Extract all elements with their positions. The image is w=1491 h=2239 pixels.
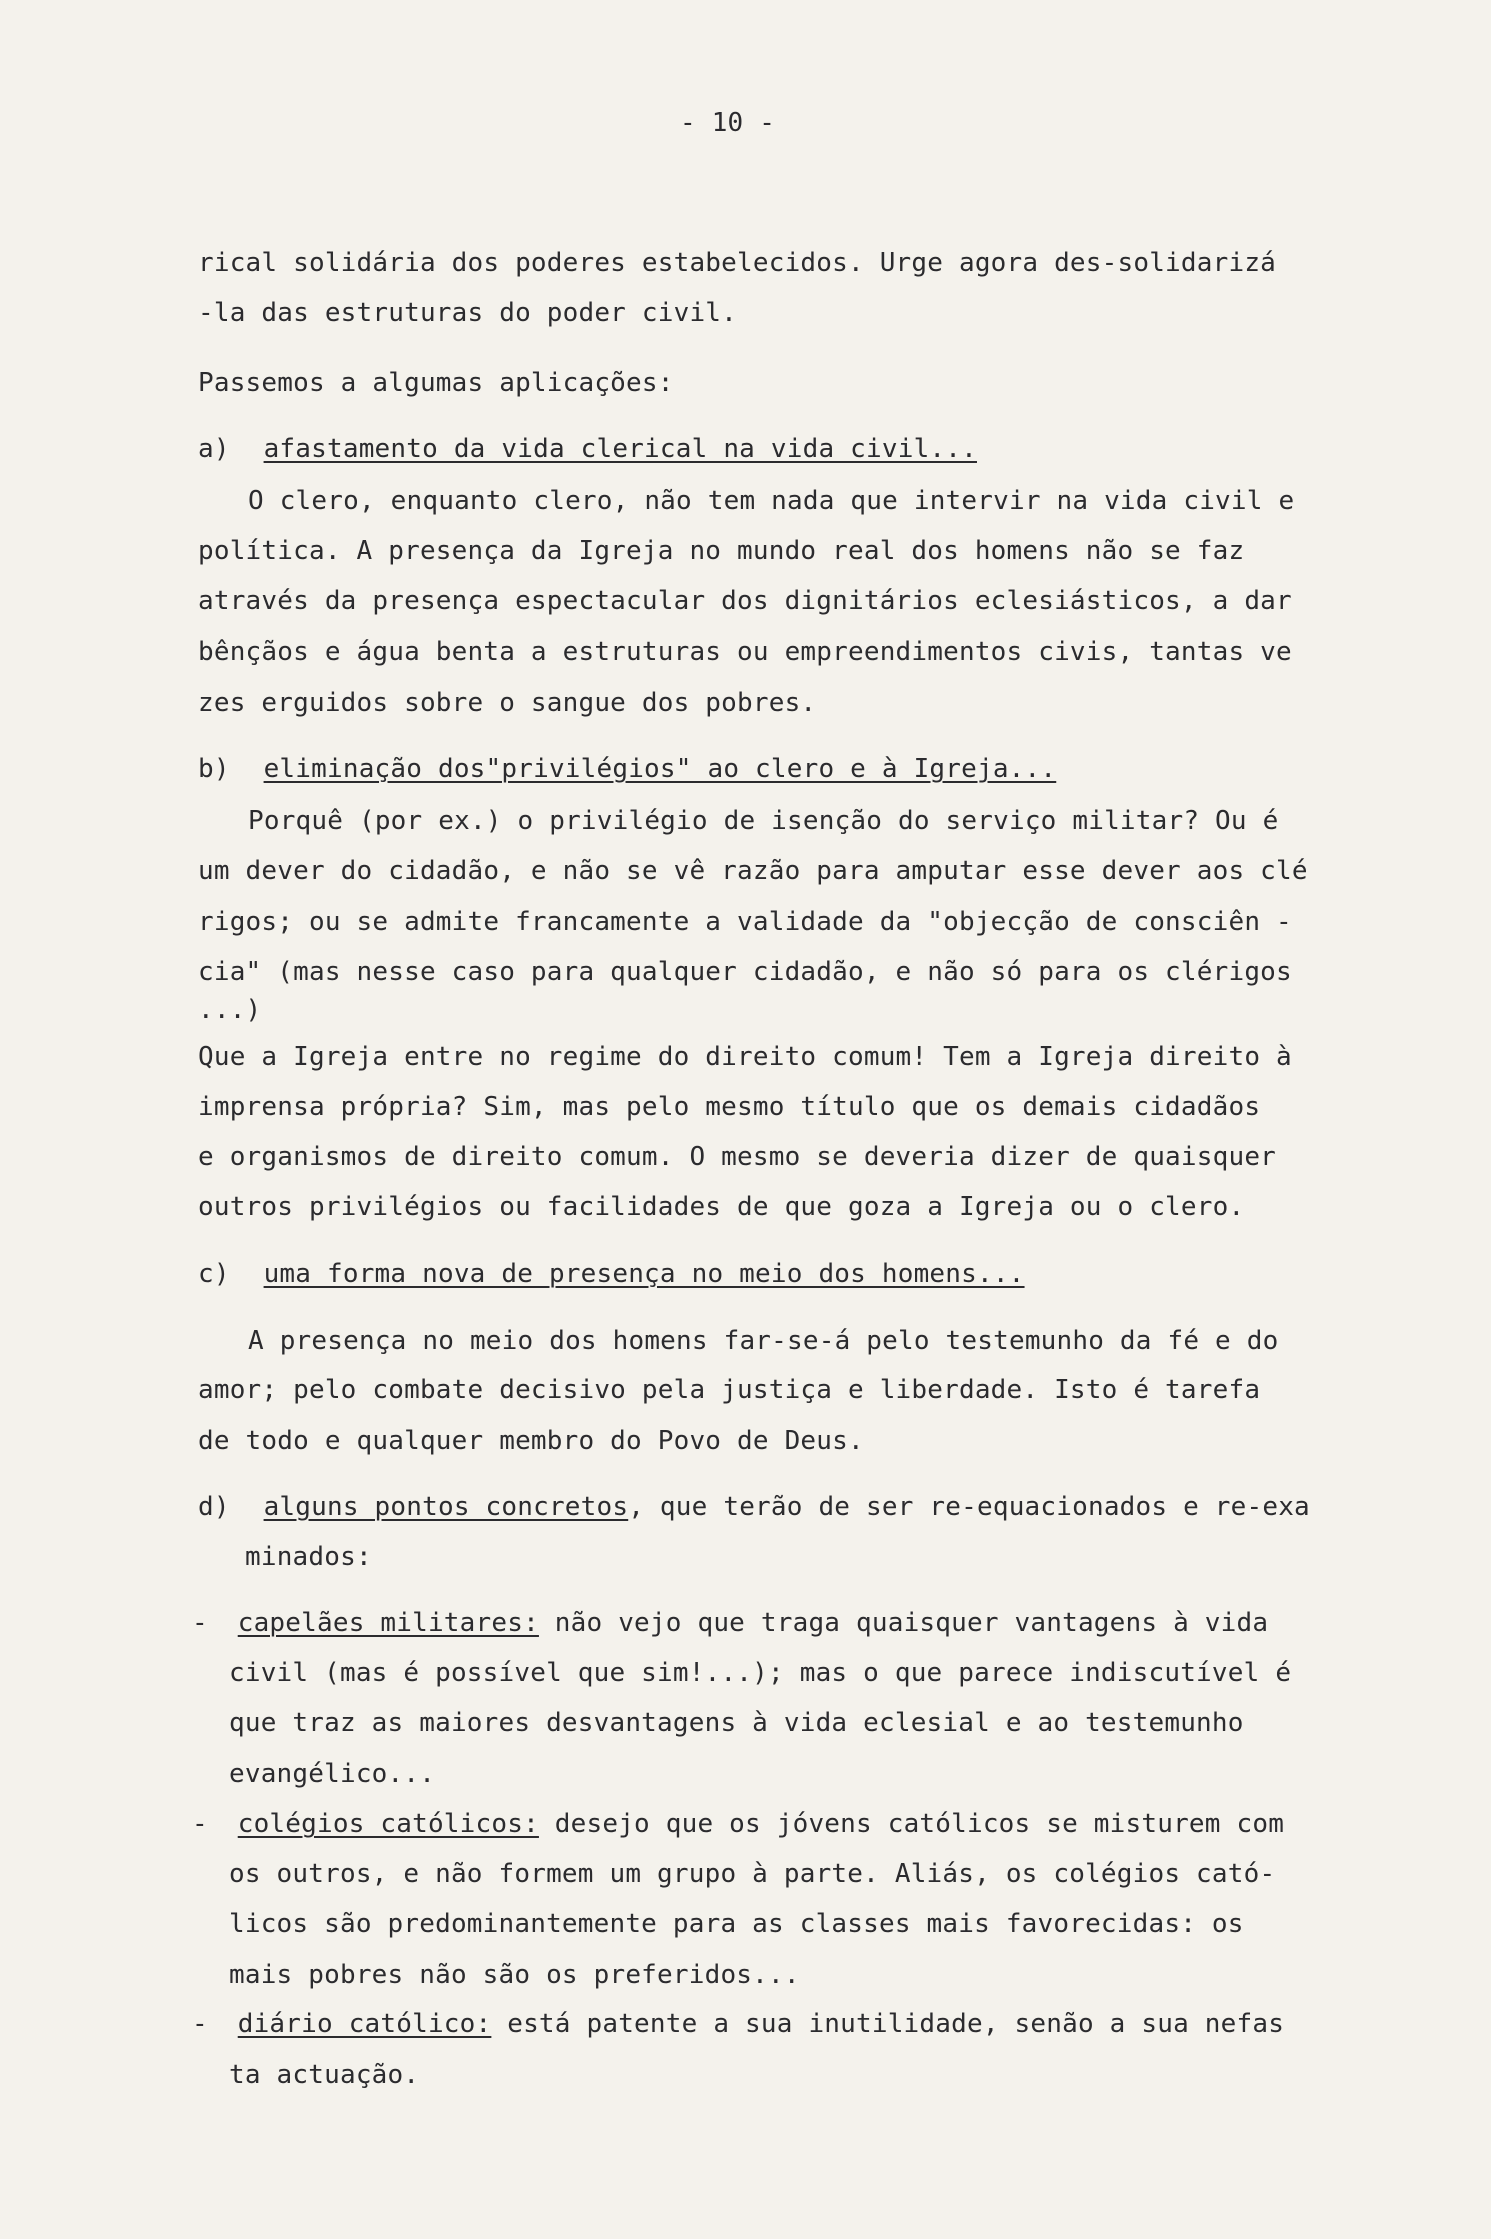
text-line: política. A presença da Igreja no mundo real dos homens não se faz — [198, 536, 1245, 566]
text-line: de todo e qualquer membro do Povo de Deus. — [198, 1426, 864, 1456]
text-line: evangélico... — [229, 1759, 436, 1789]
bullet-heading: colégios católicos: — [237, 1809, 539, 1839]
text-line: e organismos de direito comum. O mesmo se deveria dizer de quaisquer — [198, 1142, 1277, 1172]
bullet-item — [192, 2007, 1284, 2041]
text-line: está patente a sua inutilidade, senão a sua nefas — [491, 2009, 1285, 2039]
text-line: Porquê (por ex.) o privilégio de isenção do serviço militar? Ou é — [248, 806, 1279, 836]
text-line: O clero, enquanto clero, não tem nada que intervir na vida civil e — [248, 486, 1295, 516]
text-line: que traz as maiores desvantagens à vida eclesial e ao testemunho — [229, 1708, 1244, 1738]
text-line: desejo que os jóvens católicos se misturem com — [538, 1809, 1285, 1839]
text-line: Passemos a algumas aplicações: — [198, 368, 674, 398]
text-line: mais pobres não são os preferidos... — [229, 1960, 800, 1990]
page-number: - 10 - — [680, 108, 776, 138]
bullet-item — [192, 1606, 1268, 1640]
item-d — [198, 1490, 1310, 1524]
bullet-heading: capelães militares: — [237, 1608, 539, 1638]
text-line: zes erguidos sobre o sangue dos pobres. — [198, 688, 817, 718]
text-line: um dever do cidadão, e não se vê razão para amputar esse dever aos clé — [198, 856, 1308, 886]
text-line: A presença no meio dos homens far-se-á pelo testemunho da fé e do — [248, 1326, 1279, 1356]
item-heading: uma forma nova de presença no meio dos homens... — [263, 1259, 1025, 1289]
item-heading: eliminação dos"privilégios" ao clero e à Igreja... — [263, 754, 1057, 784]
text-line: ta actuação. — [229, 2060, 420, 2090]
text-line: ...) — [198, 995, 262, 1025]
item-marker: c) — [198, 1259, 230, 1289]
bullet-dash: - — [192, 1809, 208, 1839]
text-line: através da presença espectacular dos dignitários eclesiásticos, a dar — [198, 586, 1292, 616]
text-line: imprensa própria? Sim, mas pelo mesmo título que os demais cidadãos — [198, 1092, 1261, 1122]
item-heading: afastamento da vida clerical na vida civil... — [263, 434, 977, 464]
text-line: , que terão de ser re-equacionados e re-exa — [628, 1492, 1310, 1522]
item-a — [198, 432, 977, 466]
item-b — [198, 752, 1056, 786]
text-line: amor; pelo combate decisivo pela justiça e liberdade. Isto é tarefa — [198, 1375, 1261, 1405]
text-line: minados: — [245, 1542, 372, 1572]
text-line: Que a Igreja entre no regime do direito comum! Tem a Igreja direito à — [198, 1042, 1292, 1072]
item-marker: b) — [198, 754, 230, 784]
item-c — [198, 1257, 1025, 1291]
text-line: bênçãos e água benta a estruturas ou empreendimentos civis, tantas ve — [198, 637, 1292, 667]
text-line: -la das estruturas do poder civil. — [198, 298, 738, 328]
text-line: outros privilégios ou facilidades de que goza a Igreja ou o clero. — [198, 1192, 1245, 1222]
text-line: rical solidária dos poderes estabelecidos. Urge agora des-solidarizá — [198, 248, 1277, 278]
item-marker: a) — [198, 434, 230, 464]
text-line: licos são predominantemente para as classes mais favorecidas: os — [229, 1909, 1244, 1939]
text-line: civil (mas é possível que sim!...); mas o que parece indiscutível é — [229, 1658, 1292, 1688]
text-line: os outros, e não formem um grupo à parte. Aliás, os colégios cató- — [229, 1859, 1276, 1889]
item-marker: d) — [198, 1492, 230, 1522]
bullet-dash: - — [192, 2009, 208, 2039]
item-heading: alguns pontos concretos — [263, 1492, 629, 1522]
bullet-item — [192, 1807, 1284, 1841]
text-line: cia" (mas nesse caso para qualquer cidadão, e não só para os clérigos — [198, 957, 1292, 987]
text-line: rigos; ou se admite francamente a validade da "objecção de consciên - — [198, 907, 1292, 937]
text-line: não vejo que traga quaisquer vantagens à vida — [538, 1608, 1269, 1638]
bullet-dash: - — [192, 1608, 208, 1638]
bullet-heading: diário católico: — [237, 2009, 492, 2039]
